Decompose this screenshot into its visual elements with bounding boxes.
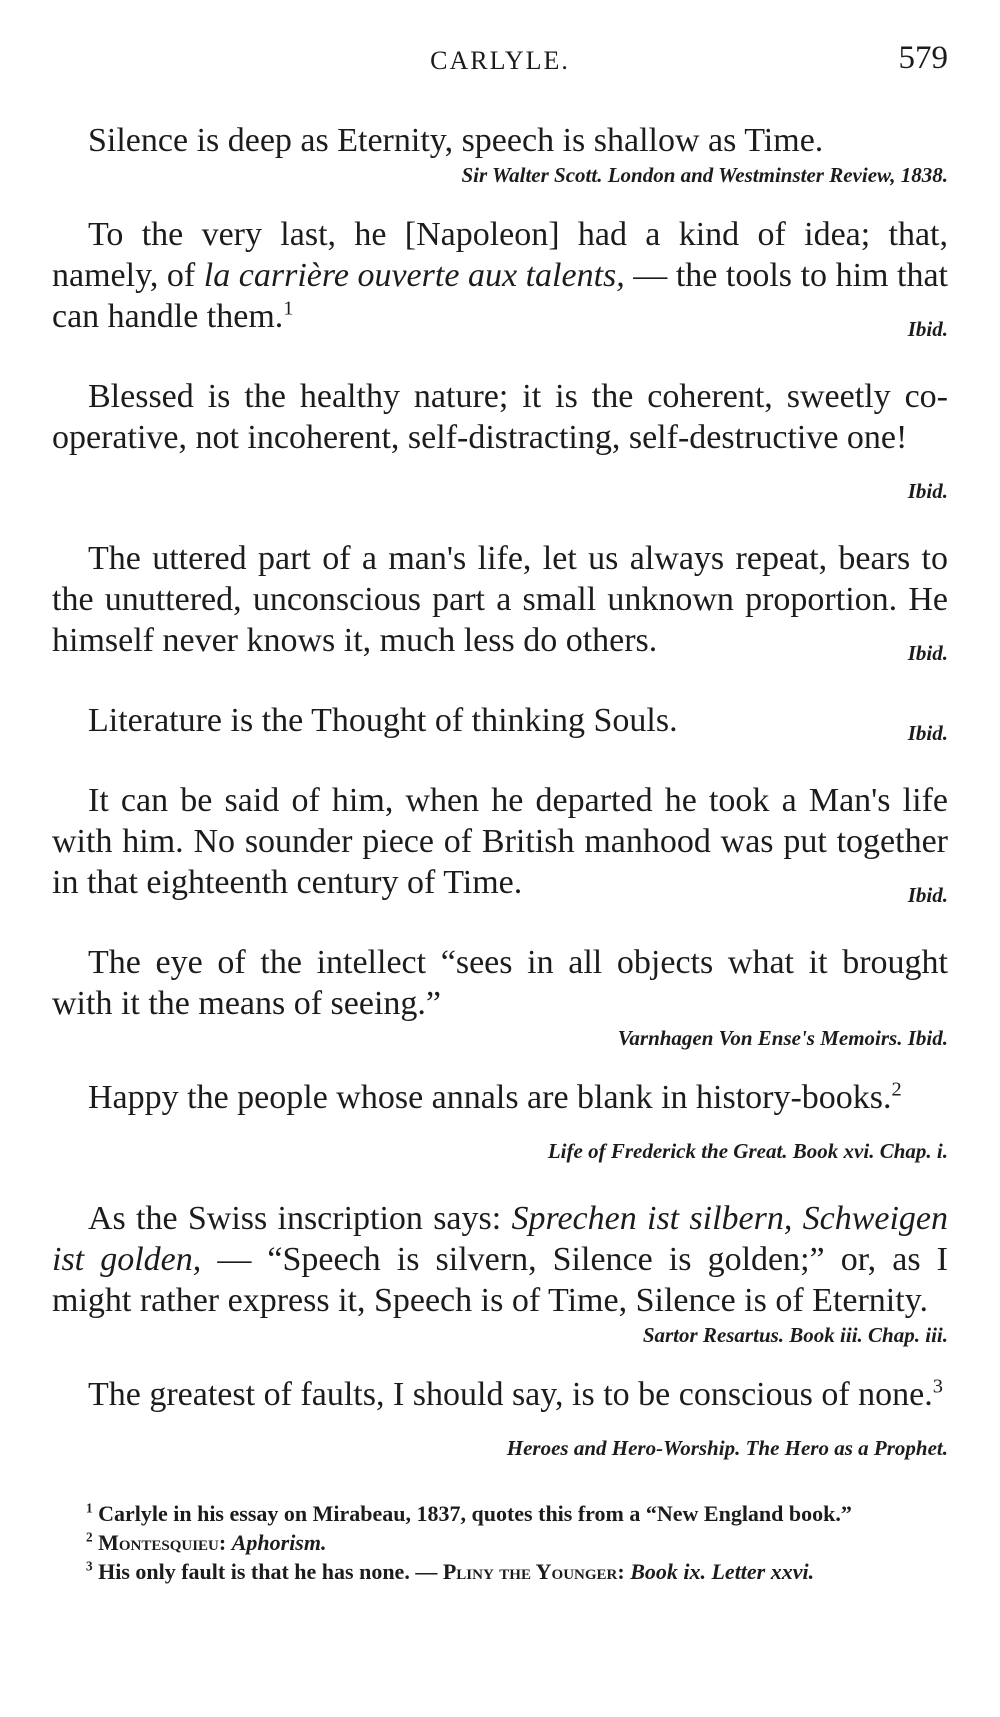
page-header	[52, 40, 948, 88]
quote-text: The eye of the intellect “sees in all objects what it brought with it the means of seeing.”	[52, 944, 948, 1022]
quote	[52, 214, 948, 350]
footnote-separator-text: :	[218, 1530, 232, 1555]
page-number: 579	[898, 40, 948, 76]
quote-text-part: It can be said of him, when he departed he took a Man's life with him. No sounder piece of British manhood was put together in that eighteenth century of Time.	[52, 782, 948, 901]
footnote-mark: 3	[86, 1558, 93, 1574]
footnote-text: His only fault is that he has none. —	[98, 1559, 443, 1584]
footnote	[52, 1500, 948, 1528]
footnote-reference: 2	[891, 1078, 902, 1101]
footnote-reference: 1	[283, 297, 294, 320]
footnote-mark: 2	[86, 1529, 93, 1545]
footnote	[52, 1529, 948, 1557]
quote-text-part: — “Speech is silvern, Silence is golden;” or, as I might rather express it, Speech is of Time, Silence is of Eternity.	[52, 1241, 948, 1319]
quote-text	[52, 1374, 948, 1460]
quote-source: Varnhagen Von Ense's Memoirs. Ibid.	[617, 1026, 948, 1050]
footnote	[52, 1558, 948, 1586]
quote-text	[52, 214, 948, 341]
quote-text-part: Happy the people whose annals are blank in history-books.	[88, 1079, 892, 1116]
quote-italic-phrase: la carrière ouverte aux talents,	[203, 257, 625, 294]
quote	[52, 1077, 948, 1172]
quote-text-part: The greatest of faults, I should say, is to be conscious of none.	[88, 1376, 933, 1413]
quote-source: Sir Walter Scott. London and Westminster Review, 1838.	[461, 163, 948, 187]
quote	[52, 1374, 948, 1469]
footnote-work: Book ix. Letter xxvi.	[630, 1559, 815, 1584]
footnote-mark: 1	[86, 1500, 93, 1516]
quote	[52, 780, 948, 916]
quote-text-part: — the tools to him that can handle them.	[52, 257, 948, 335]
quote-text	[52, 538, 948, 665]
quotation-list	[52, 120, 948, 1495]
quote-source: Ibid.	[907, 317, 948, 341]
quote-text-part: Blessed is the healthy nature; it is the coherent, sweetly co-operative, not incoherent, self-distracting, self-destructive one!	[52, 378, 948, 456]
quote	[52, 942, 948, 1051]
footnote-text: Carlyle in his essay on Mirabeau, 1837, quotes this from a “New England book.”	[98, 1501, 852, 1526]
quote-italic-phrase: Sprechen ist silbern, Schweigen ist golden,	[52, 1200, 949, 1278]
footnotes	[52, 1500, 948, 1587]
footnote-separator-text: :	[617, 1559, 631, 1584]
quote	[52, 376, 948, 512]
quote-text-part: To the very last, he [Napoleon] had a kind of idea; that, namely, of	[52, 216, 948, 294]
footnote-author: Montesquieu	[98, 1530, 219, 1555]
quote-source: Heroes and Hero-Worship. The Hero as a Prophet.	[506, 1436, 948, 1460]
quote	[52, 538, 948, 674]
quote-source: Ibid.	[907, 721, 948, 745]
quote	[52, 120, 948, 188]
running-head: CARLYLE.	[430, 46, 570, 75]
footnote-work: Aphorism.	[231, 1530, 327, 1555]
footnote-reference: 3	[932, 1375, 943, 1398]
quote-text: Silence is deep as Eternity, speech is shallow as Time.	[88, 122, 824, 159]
quote-source: Life of Frederick the Great. Book xvi. Chap. i.	[547, 1139, 948, 1163]
quote-source: Ibid.	[907, 883, 948, 907]
quote	[52, 700, 948, 754]
quote	[52, 1198, 948, 1348]
quote-source: Ibid.	[907, 641, 948, 665]
quote-text	[52, 1077, 948, 1163]
quote-text	[52, 1198, 948, 1321]
quote-source: Ibid.	[907, 479, 948, 503]
quote-text-part: The uttered part of a man's life, let us always repeat, bears to the unuttered, unconscious part a small unknown proportion. He himself never knows it, much less do others.	[52, 540, 948, 659]
quote-text	[52, 700, 948, 745]
quote-text-part: As the Swiss inscription says:	[88, 1200, 512, 1237]
quote-source: Sartor Resartus. Book iii. Chap. iii.	[642, 1323, 948, 1347]
quote-text	[52, 780, 948, 907]
quote-text-part: Literature is the Thought of thinking Souls.	[88, 702, 678, 739]
quote-text	[52, 376, 948, 503]
footnote-author: Pliny the Younger	[442, 1559, 618, 1584]
